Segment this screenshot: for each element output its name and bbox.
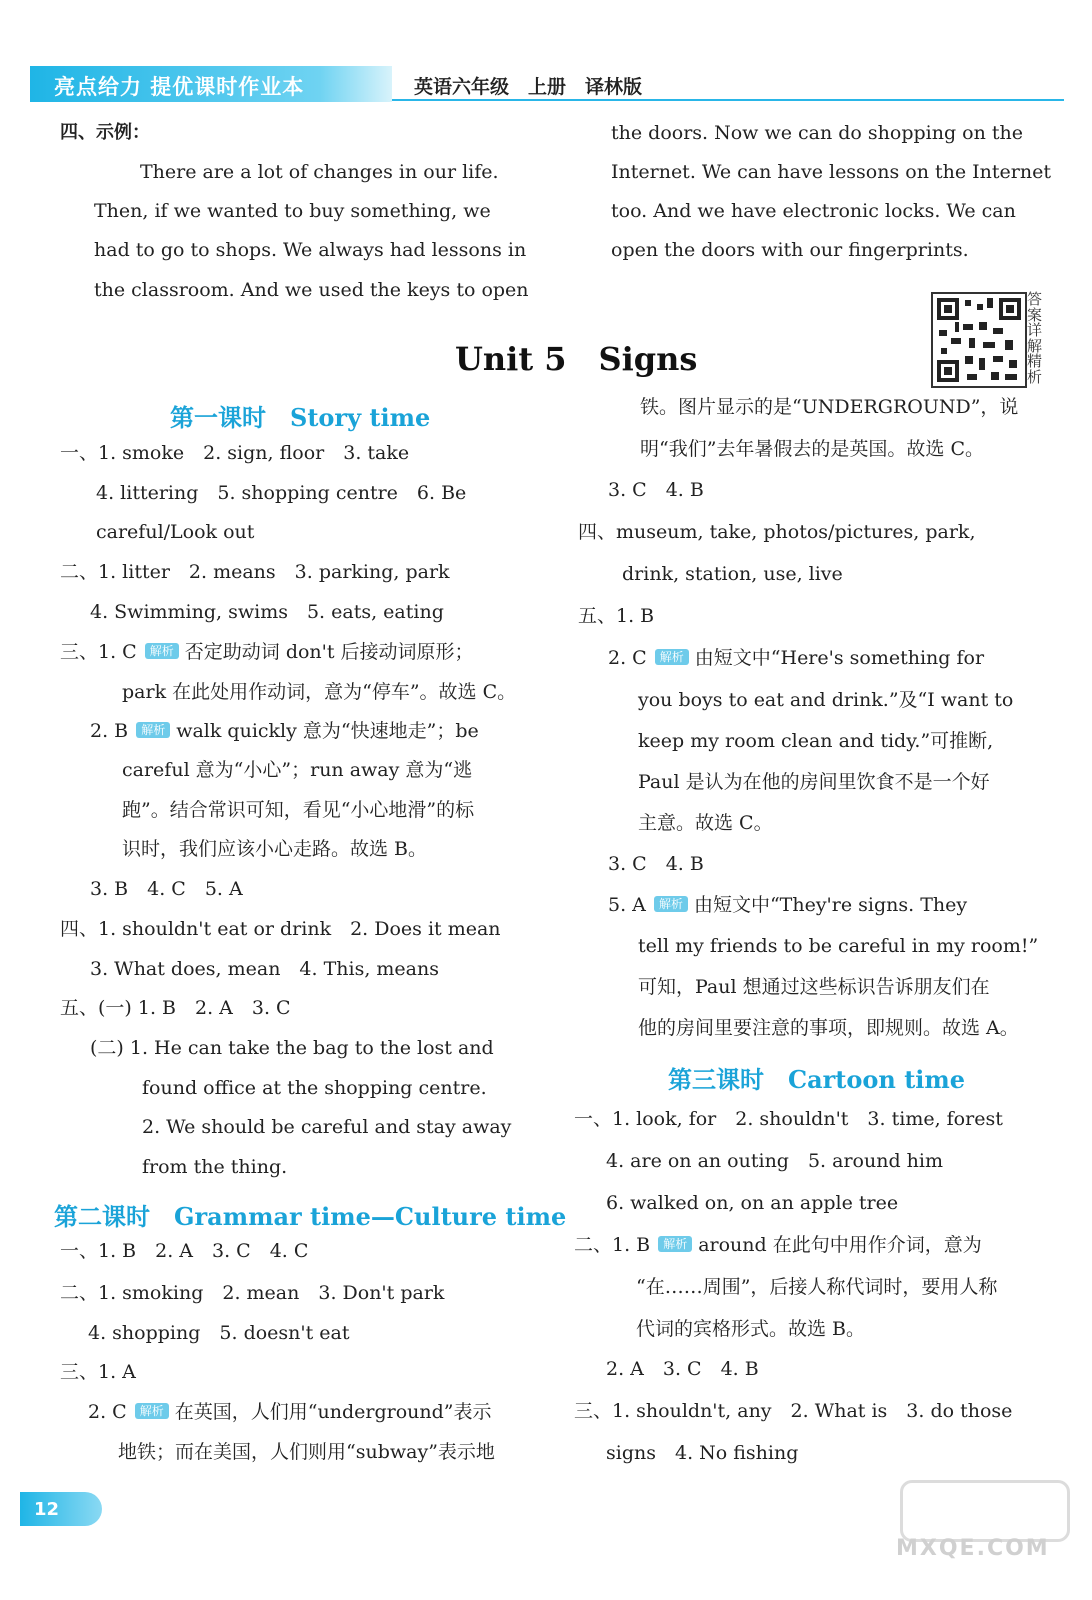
- answer-line: 4. shopping 5. doesn't eat: [88, 1322, 350, 1344]
- answer-line: 6. walked on, on an apple tree: [606, 1192, 899, 1214]
- page-number-tab: [20, 1492, 102, 1526]
- analysis-line: park 在此处用作动词，意为“停车”。故选 C。: [122, 681, 517, 703]
- qr-side-label: 答案详解精析: [1027, 290, 1043, 386]
- answer-line: signs 4. No fishing: [606, 1442, 799, 1464]
- header-rule: [392, 99, 1064, 101]
- essay-line: There are a lot of changes in our life.: [140, 161, 499, 183]
- answer-line: 二、1. litter 2. means 3. parking, park: [60, 561, 450, 583]
- analysis-line: 跑”。结合常识可知，看见“小心地滑”的标: [122, 799, 475, 821]
- essay-line: open the doors with our fingerprints.: [611, 239, 969, 261]
- analysis-line: 代词的宾格形式。故选 B。: [636, 1318, 866, 1340]
- answer-line: 2. C 解析 由短文中“Here's something for: [608, 647, 985, 669]
- answer-line: 二、1. B 解析 around 在此句中用作介词，意为: [574, 1234, 982, 1256]
- analysis-line: careful 意为“小心”；run away 意为“逃: [122, 759, 473, 781]
- book-subtitle: 英语六年级 上册 译林版: [414, 76, 643, 98]
- answer-line: 3. C 4. B: [608, 853, 704, 875]
- answer-line: 四、museum, take, photos/pictures, park,: [578, 521, 976, 543]
- analysis-line: Paul 是认为在他的房间里饮食不是一个好: [638, 771, 990, 793]
- unit-title: Unit 5 Signs: [455, 340, 698, 378]
- answer-line: 4. littering 5. shopping centre 6. Be: [96, 482, 467, 504]
- analysis-badge: 解析: [658, 1236, 692, 1252]
- analysis-line: “在……周围”，后接人称代词时，要用人称: [636, 1276, 998, 1298]
- answer-line: 3. C 4. B: [608, 479, 704, 501]
- answer-line: found office at the shopping centre.: [142, 1077, 487, 1099]
- essay-line: Then, if we wanted to buy something, we: [94, 200, 491, 222]
- answer-line: (二) 1. He can take the bag to the lost and: [90, 1037, 494, 1059]
- answer-line: 3. B 4. C 5. A: [90, 878, 243, 900]
- section-four-example: 四、示例：: [60, 122, 150, 143]
- analysis-badge: 解析: [145, 643, 179, 659]
- analysis-line: 他的房间里要注意的事项，即规则。故选 A。: [638, 1017, 1019, 1039]
- answer-line: 一、1. look, for 2. shouldn't 3. time, forest: [574, 1108, 1003, 1130]
- analysis-line: you boys to eat and drink.”及“I want to: [638, 689, 1014, 711]
- answer-line: 三、1. shouldn't, any 2. What is 3. do those: [574, 1400, 1013, 1422]
- answer-line: 二、1. smoking 2. mean 3. Don't park: [60, 1282, 445, 1304]
- analysis-badge: 解析: [136, 722, 170, 738]
- page-number: 12: [34, 1499, 60, 1520]
- essay-line: Internet. We can have lessons on the Internet: [611, 161, 1051, 183]
- answer-line: 5. A 解析 由短文中“They're signs. They: [608, 894, 968, 916]
- answer-line: 一、1. B 2. A 3. C 4. C: [60, 1240, 309, 1262]
- page-header: [30, 66, 1064, 102]
- answer-line: 一、1. smoke 2. sign, floor 3. take: [60, 442, 410, 464]
- answer-line: 五、(一) 1. B 2. A 3. C: [60, 997, 291, 1019]
- answer-line: 4. are on an outing 5. around him: [606, 1150, 943, 1172]
- qr-code-icon[interactable]: [931, 292, 1027, 388]
- answer-line: 五、1. B: [578, 605, 655, 627]
- answer-line: 四、1. shouldn't eat or drink 2. Does it mean: [60, 918, 501, 940]
- answer-line: 2. A 3. C 4. B: [606, 1358, 759, 1380]
- essay-line: the classroom. And we used the keys to open: [94, 279, 529, 301]
- analysis-line: 主意。故选 C。: [638, 812, 773, 834]
- analysis-line: 明“我们”去年暑假去的是英国。故选 C。: [640, 438, 985, 460]
- answer-line: 2. B 解析 walk quickly 意为“快速地走”；be: [90, 720, 479, 742]
- analysis-badge: 解析: [135, 1403, 169, 1419]
- watermark-text: MXQE.COM: [896, 1536, 1050, 1561]
- answer-line: 三、1. A: [60, 1361, 136, 1383]
- analysis-line: 铁。图片显示的是“UNDERGROUND”，说: [640, 396, 1019, 418]
- section-lesson-three: 第三课时 Cartoon time: [668, 1065, 966, 1094]
- answer-line: 三、1. C 解析 否定助动词 don't 后接动词原形；: [60, 641, 474, 663]
- answer-line: drink, station, use, live: [622, 563, 843, 585]
- answer-line: 4. Swimming, swims 5. eats, eating: [90, 601, 444, 623]
- watermark-logo-icon: [900, 1480, 1070, 1542]
- answer-line: from the thing.: [142, 1156, 288, 1178]
- analysis-line: 识时，我们应该小心走路。故选 B。: [122, 838, 428, 860]
- section-lesson-one: 第一课时 Story time: [170, 403, 431, 432]
- essay-line: too. And we have electronic locks. We can: [611, 200, 1016, 222]
- answer-line: 2. We should be careful and stay away: [142, 1116, 512, 1138]
- answer-line: 2. C 解析 在英国，人们用“underground”表示: [88, 1401, 492, 1423]
- essay-line: had to go to shops. We always had lessons in: [94, 239, 527, 261]
- essay-line: the doors. Now we can do shopping on the: [611, 122, 1024, 144]
- analysis-line: 地铁；而在美国，人们则用“subway”表示地: [118, 1441, 495, 1463]
- book-title: 亮点给力 提优课时作业本: [54, 75, 305, 99]
- analysis-line: 可知，Paul 想通过这些标识告诉朋友们在: [638, 976, 990, 998]
- section-lesson-two: 第二课时 Grammar time—Culture time: [54, 1202, 567, 1231]
- analysis-line: keep my room clean and tidy.”可推断,: [638, 730, 994, 752]
- answer-line: careful/Look out: [96, 521, 255, 543]
- analysis-line: tell my friends to be careful in my room!”: [638, 935, 1039, 957]
- analysis-badge: 解析: [654, 896, 688, 912]
- answer-line: 3. What does, mean 4. This, means: [90, 958, 439, 980]
- analysis-badge: 解析: [655, 649, 689, 665]
